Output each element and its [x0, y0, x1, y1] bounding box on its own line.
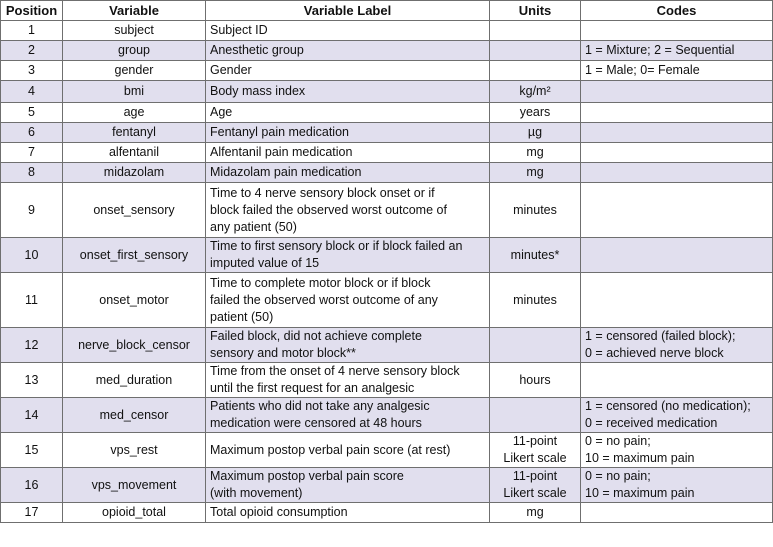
cell-label: Subject ID	[206, 21, 490, 41]
cell-units	[490, 21, 581, 41]
table-row	[1, 398, 773, 433]
cell-units: years	[490, 103, 581, 123]
header-row	[1, 1, 773, 21]
cell-position: 4	[1, 81, 63, 103]
table-row	[1, 123, 773, 143]
cell-position: 13	[1, 363, 63, 398]
cell-position: 5	[1, 103, 63, 123]
cell-position: 7	[1, 143, 63, 163]
cell-codes: 1 = Mixture; 2 = Sequential	[581, 41, 773, 61]
cell-variable: bmi	[63, 81, 206, 103]
cell-label: Age	[206, 103, 490, 123]
cell-units	[490, 328, 581, 363]
cell-label: Time from the onset of 4 nerve sensory block until the first request for an analgesic	[210, 364, 460, 395]
cell-position: 16	[1, 468, 63, 503]
table-row	[1, 21, 773, 41]
cell-label: Total opioid consumption	[206, 503, 490, 523]
cell-units: minutes	[490, 183, 581, 238]
header-position: Position	[1, 1, 63, 21]
table-row	[1, 363, 773, 398]
cell-variable: onset_first_sensory	[63, 238, 206, 273]
header-codes: Codes	[581, 1, 773, 21]
table-row	[1, 103, 773, 123]
cell-variable: vps_movement	[63, 468, 206, 503]
cell-label: Anesthetic group	[206, 41, 490, 61]
cell-variable: fentanyl	[63, 123, 206, 143]
table-row	[1, 328, 773, 363]
header-variable: Variable	[63, 1, 206, 21]
cell-codes	[581, 363, 773, 398]
cell-units: minutes*	[490, 238, 581, 273]
header-variable-label: Variable Label	[206, 1, 490, 21]
cell-variable: onset_sensory	[63, 183, 206, 238]
table-row	[1, 503, 773, 523]
cell-variable: gender	[63, 61, 206, 81]
cell-position: 14	[1, 398, 63, 433]
cell-position: 3	[1, 61, 63, 81]
cell-codes: 1 = censored (failed block); 0 = achieved nerve block	[585, 329, 736, 360]
cell-position: 2	[1, 41, 63, 61]
table-row	[1, 61, 773, 81]
cell-codes: 1 = Male; 0= Female	[581, 61, 773, 81]
cell-codes: 0 = no pain; 10 = maximum pain	[585, 469, 695, 500]
cell-variable: opioid_total	[63, 503, 206, 523]
cell-codes	[581, 21, 773, 41]
cell-units	[490, 41, 581, 61]
cell-label: Failed block, did not achieve complete sensory and motor block**	[210, 329, 422, 360]
cell-variable: group	[63, 41, 206, 61]
cell-label: Fentanyl pain medication	[206, 123, 490, 143]
cell-position: 6	[1, 123, 63, 143]
table-row	[1, 238, 773, 273]
cell-codes	[581, 81, 773, 103]
table-row	[1, 433, 773, 468]
cell-codes	[581, 163, 773, 183]
cell-position: 11	[1, 273, 63, 328]
cell-label: Time to complete motor block or if block failed the observed worst outcome of any patient (50)	[210, 275, 438, 324]
cell-codes	[581, 143, 773, 163]
cell-codes	[581, 103, 773, 123]
cell-units	[490, 398, 581, 433]
cell-codes: 1 = censored (no medication); 0 = received medication	[585, 399, 751, 430]
cell-codes	[581, 123, 773, 143]
cell-variable: med_duration	[63, 363, 206, 398]
cell-variable: vps_rest	[63, 433, 206, 468]
cell-units: mg	[490, 503, 581, 523]
cell-units	[490, 61, 581, 81]
table-row	[1, 81, 773, 103]
cell-position: 9	[1, 183, 63, 238]
table-row	[1, 273, 773, 328]
header-units: Units	[490, 1, 581, 21]
cell-position: 8	[1, 163, 63, 183]
cell-variable: subject	[63, 21, 206, 41]
cell-variable: alfentanil	[63, 143, 206, 163]
cell-label: Gender	[206, 61, 490, 81]
cell-variable: onset_motor	[63, 273, 206, 328]
cell-codes	[581, 238, 773, 273]
cell-variable: nerve_block_censor	[63, 328, 206, 363]
cell-units: µg	[490, 123, 581, 143]
cell-label: Midazolam pain medication	[206, 163, 490, 183]
cell-label: Time to 4 nerve sensory block onset or if block failed the observed worst outcome of any patient (50)	[210, 185, 447, 234]
cell-position: 17	[1, 503, 63, 523]
cell-variable: med_censor	[63, 398, 206, 433]
table-row	[1, 41, 773, 61]
cell-units: mg	[490, 163, 581, 183]
cell-units: minutes	[490, 273, 581, 328]
cell-codes	[581, 503, 773, 523]
cell-units: 11-point Likert scale	[503, 469, 567, 500]
cell-position: 1	[1, 21, 63, 41]
cell-position: 10	[1, 238, 63, 273]
table-row	[1, 143, 773, 163]
cell-codes	[581, 273, 773, 328]
table-row	[1, 468, 773, 503]
cell-position: 12	[1, 328, 63, 363]
cell-label: Maximum postop verbal pain score (with movement)	[210, 469, 404, 500]
cell-codes	[581, 183, 773, 238]
cell-units: hours	[490, 363, 581, 398]
table-row	[1, 163, 773, 183]
cell-codes: 0 = no pain; 10 = maximum pain	[585, 434, 695, 465]
cell-position: 15	[1, 433, 63, 468]
cell-label: Alfentanil pain medication	[206, 143, 490, 163]
cell-units: kg/m²	[490, 81, 581, 103]
cell-variable: age	[63, 103, 206, 123]
cell-label: Body mass index	[206, 81, 490, 103]
cell-variable: midazolam	[63, 163, 206, 183]
cell-label: Patients who did not take any analgesic medication were censored at 48 hours	[210, 399, 430, 430]
table-row	[1, 183, 773, 238]
cell-units: 11-point Likert scale	[503, 434, 567, 465]
cell-label: Maximum postop verbal pain score (at rest)	[206, 433, 490, 468]
cell-label: Time to first sensory block or if block failed an imputed value of 15	[210, 239, 463, 270]
cell-units: mg	[490, 143, 581, 163]
